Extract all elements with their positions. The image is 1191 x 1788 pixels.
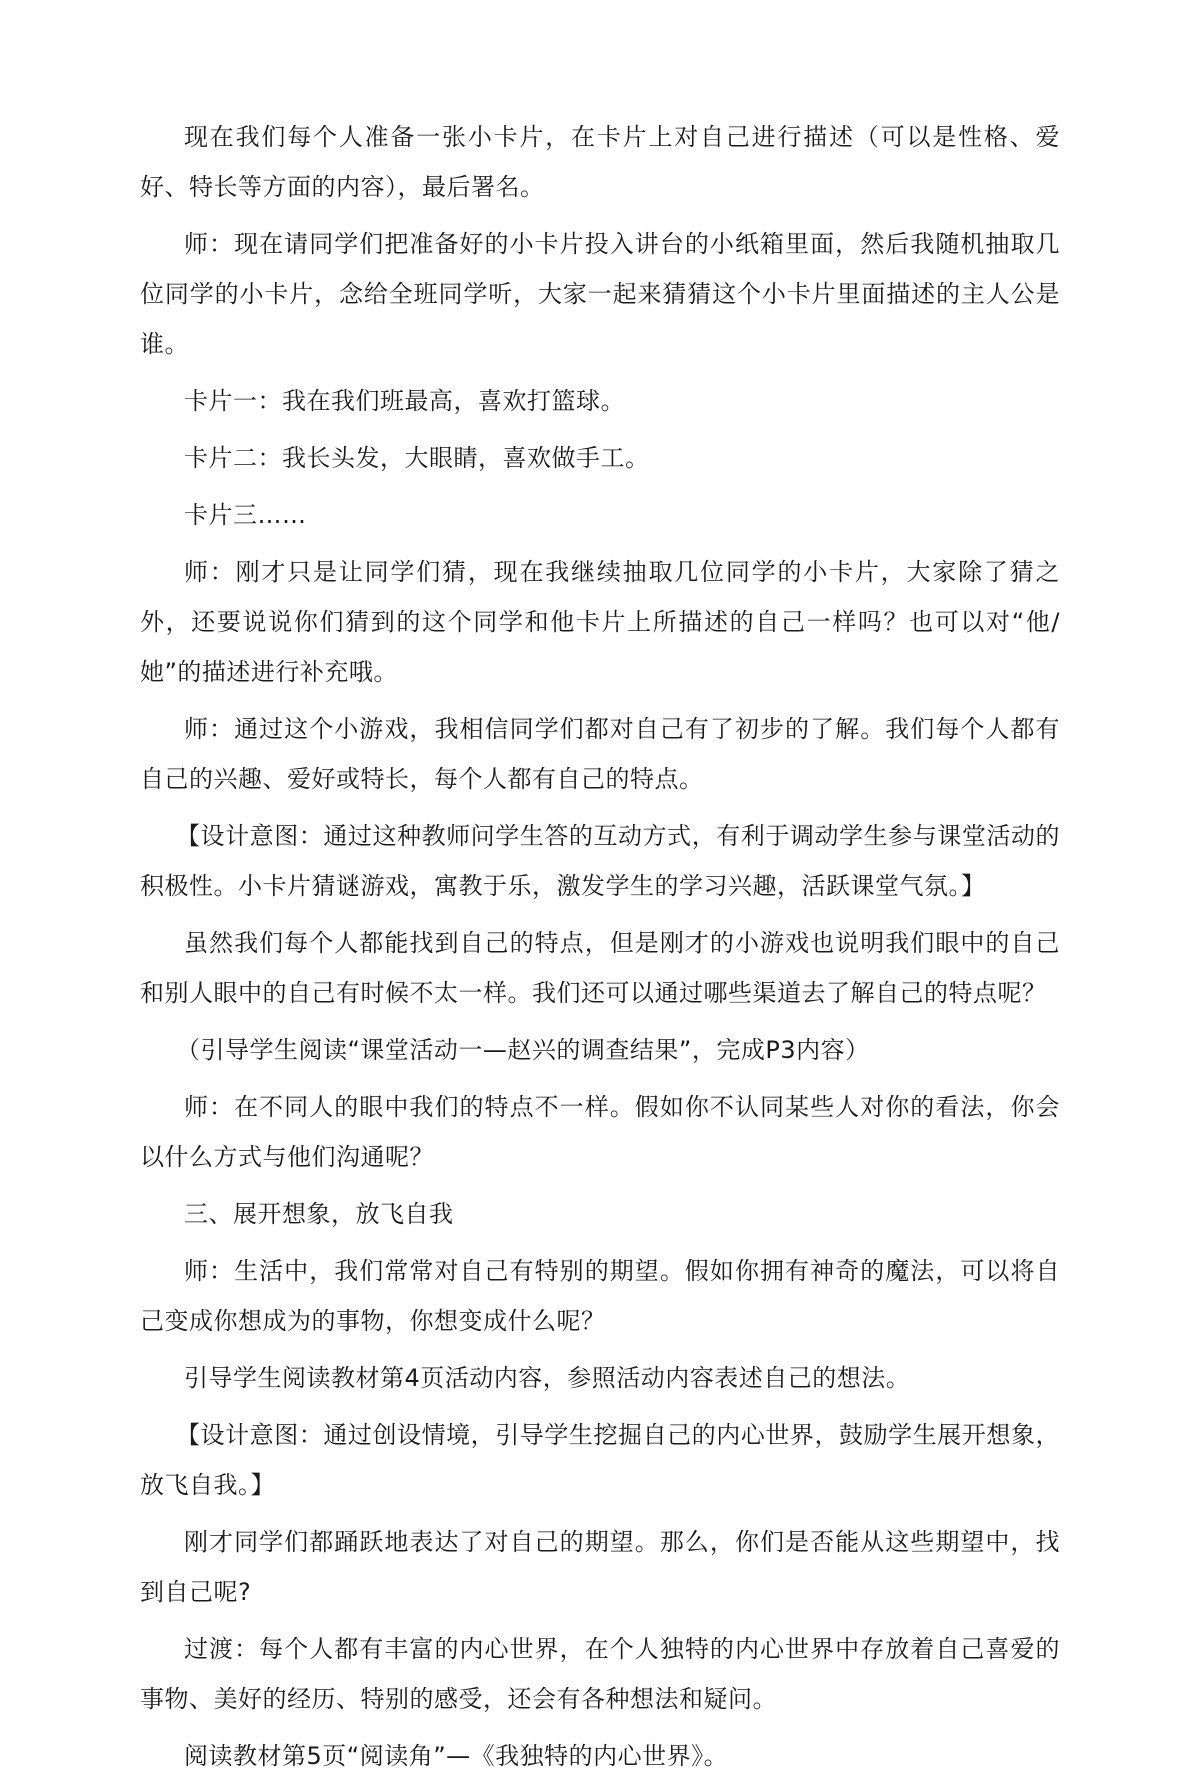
paragraph-card-one: 卡片一：我在我们班最高，喜欢打篮球。 — [184, 387, 625, 415]
paragraph-teacher-communicate: 师：在不同人的眼中我们的特点不一样。假如你不认同某些人对你的看法，你会以什么方式与他们沟通呢？ — [140, 1093, 1060, 1171]
paragraph-transition: 过渡：每个人都有丰富的内心世界，在个人独特的内心世界中存放着自己喜爱的事物、美好的经历、特别的感受，还会有各种想法和疑问。 — [140, 1635, 1060, 1713]
paragraph-teacher-magic: 师：生活中，我们常常对自己有特别的期望。假如你拥有神奇的魔法，可以将自己变成你想成为的事物，你想变成什么呢？ — [140, 1257, 1060, 1335]
paragraph-teacher-summary: 师：通过这个小游戏，我相信同学们都对自己有了初步的了解。我们每个人都有自己的兴趣、爱好或特长，每个人都有自己的特点。 — [140, 715, 1060, 793]
section-heading-imagination: 三、展开想象，放飞自我 — [184, 1200, 454, 1228]
paragraph-design-intent-2: 【设计意图：通过创设情境，引导学生挖掘自己的内心世界，鼓励学生展开想象，放飞自我。】 — [140, 1421, 1060, 1499]
paragraph-guide-reading-p3: （引导学生阅读“课堂活动一—赵兴的调查结果”，完成P3内容） — [176, 1036, 870, 1064]
paragraph-card-two: 卡片二：我长头发，大眼睛，喜欢做手工。 — [184, 444, 650, 472]
paragraph-card-three: 卡片三…… — [184, 501, 307, 529]
paragraph-reading-corner: 阅读教材第5页“阅读角”—《我独特的内心世界》。 — [184, 1742, 729, 1770]
paragraph-different-views: 虽然我们每个人都能找到自己的特点，但是刚才的小游戏也说明我们眼中的自己和别人眼中的自己有时候不太一样。我们还可以通过哪些渠道去了解自己的特点呢？ — [140, 929, 1060, 1007]
paragraph-design-intent-1: 【设计意图：通过这种教师问学生答的互动方式，有利于调动学生参与课堂活动的积极性。小卡片猜谜游戏，寓教于乐，激发学生的学习兴趣，活跃课堂气氛。】 — [140, 822, 1060, 900]
paragraph-find-yourself: 刚才同学们都踊跃地表达了对自己的期望。那么，你们是否能从这些期望中，找到自己呢? — [140, 1528, 1060, 1606]
paragraph-card-intro: 现在我们每个人准备一张小卡片，在卡片上对自己进行描述（可以是性格、爱好、特长等方面的内容），最后署名。 — [140, 123, 1060, 201]
paragraph-teacher-continue: 师：刚才只是让同学们猜，现在我继续抽取几位同学的小卡片，大家除了猜之外，还要说说你们猜到的这个同学和他卡片上所描述的自己一样吗？也可以对“他/她”的描述进行补充哦。 — [140, 558, 1060, 686]
document-body — [140, 112, 1060, 1788]
paragraph-guide-reading-p4: 引导学生阅读教材第4页活动内容，参照活动内容表述自己的想法。 — [184, 1364, 911, 1392]
paragraph-teacher-collect-cards: 师：现在请同学们把准备好的小卡片投入讲台的小纸箱里面，然后我随机抽取几位同学的小卡片，念给全班同学听，大家一起来猜猜这个小卡片里面描述的主人公是谁。 — [140, 230, 1060, 358]
